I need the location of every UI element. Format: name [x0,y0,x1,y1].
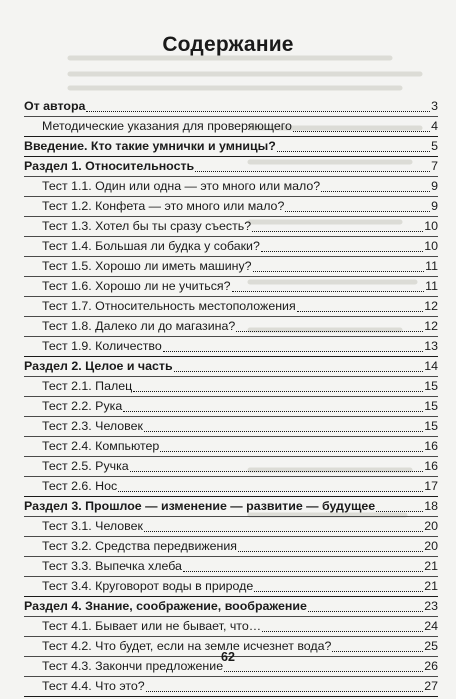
dot-leader [144,430,423,432]
dot-leader [238,550,423,552]
dot-leader [160,450,423,452]
toc-entry[interactable] [24,516,438,536]
toc-entry[interactable] [24,316,438,336]
dot-leader [195,170,430,172]
dot-leader [130,470,424,472]
toc-entry[interactable] [24,176,438,196]
toc-entry-page: 10 [424,219,438,233]
toc-entry[interactable] [24,576,438,596]
toc-entry[interactable] [24,276,438,296]
toc-entry-label: Тест 3.2. Средства передвижения [42,539,238,553]
toc-entry[interactable] [24,416,438,436]
toc-entry-label: Тест 2.6. Нос [42,479,118,493]
toc-section [24,597,438,697]
table-of-contents [24,97,438,697]
toc-entry[interactable] [24,436,438,456]
toc-entry-page: 15 [424,399,438,413]
dot-leader [277,150,430,152]
toc-section [24,357,438,497]
dot-leader [293,130,430,132]
dot-leader [262,630,423,632]
toc-entry[interactable] [24,616,438,636]
toc-entry-label: От автора [24,99,86,113]
dot-leader [224,670,423,672]
toc-entry-label: Тест 4.4. Что это? [42,679,145,693]
dot-leader [236,330,423,332]
toc-entry-label: Методические указания для проверяющего [42,119,292,133]
dot-leader [183,570,423,572]
toc-entry-page: 14 [424,359,438,373]
toc-entry-page: 15 [424,379,438,393]
toc-section [24,157,438,357]
toc-entry-label: Тест 2.5. Ручка [42,459,129,473]
toc-section-heading[interactable] [24,597,438,616]
toc-entry-label: Тест 1.6. Хорошо ли не учиться? [42,279,231,293]
dot-leader [232,290,425,292]
toc-section-heading[interactable] [24,97,438,116]
toc-entry-page: 20 [424,539,438,553]
toc-section-heading[interactable] [24,357,438,376]
dot-leader [133,390,423,392]
toc-entry[interactable] [24,296,438,316]
dot-leader [86,110,430,112]
toc-entry-page: 18 [424,499,438,513]
toc-entry[interactable] [24,556,438,576]
toc-entry-label: Тест 1.4. Большая ли будка у собаки? [42,239,260,253]
toc-entry-page: 9 [431,179,438,193]
toc-entry-page: 20 [424,519,438,533]
toc-entry-label: Раздел 2. Целое и часть [24,359,173,373]
toc-entry-page: 12 [424,299,438,313]
toc-entry-page: 7 [431,159,438,173]
toc-entry-page: 10 [424,239,438,253]
toc-entry-page: 3 [431,99,438,113]
toc-entry-page: 27 [424,679,438,693]
toc-section [24,97,438,137]
toc-entry-page: 16 [424,439,438,453]
toc-entry[interactable] [24,676,438,696]
toc-entry-label: Тест 3.3. Выпечка хлеба [42,559,182,573]
dot-leader [297,310,424,312]
toc-entry-page: 4 [431,119,438,133]
dot-leader [146,690,424,692]
toc-entry-label: Тест 3.1. Человек [42,519,143,533]
toc-entry-page: 11 [425,279,438,293]
toc-entry[interactable] [24,536,438,556]
toc-section [24,137,438,157]
toc-section [24,497,438,597]
toc-entry-label: Тест 4.1. Бывает или не бывает, что… [42,619,262,633]
toc-entry-label: Тест 1.1. Один или одна — это много или мало? [42,179,321,193]
toc-entry[interactable] [24,196,438,216]
toc-entry-label: Тест 1.9. Количество [42,339,162,353]
toc-entry-page: 23 [424,599,438,613]
toc-entry-page: 16 [424,459,438,473]
dot-leader [308,610,423,612]
toc-entry-label: Тест 1.7. Относительность местоположения [42,299,296,313]
dot-leader [261,250,423,252]
toc-entry-label: Тест 1.2. Конфета — это много или мало? [42,199,285,213]
toc-entry-page: 21 [424,559,438,573]
dot-leader [253,270,425,272]
toc-entry-label: Введение. Кто такие умнички и умницы? [24,139,276,153]
toc-entry[interactable] [24,236,438,256]
toc-entry[interactable] [24,116,438,136]
toc-entry-page: 11 [425,259,438,273]
toc-entry-page: 21 [424,579,438,593]
toc-entry-label: Тест 1.5. Хорошо ли иметь машину? [42,259,252,273]
dot-leader [285,210,430,212]
toc-entry-page: 13 [424,339,438,353]
toc-entry[interactable] [24,216,438,236]
toc-entry-page: 24 [424,619,438,633]
toc-entry-label: Тест 1.3. Хотел бы ты сразу съесть? [42,219,252,233]
dot-leader [123,410,423,412]
dot-leader [163,350,423,352]
toc-section-heading[interactable] [24,137,438,156]
toc-entry[interactable] [24,476,438,496]
dot-leader [252,230,423,232]
toc-entry-page: 17 [424,479,438,493]
toc-entry-label: Тест 4.2. Что будет, если на земле исчезнет вода? [42,639,332,653]
toc-entry-label: Тест 2.1. Палец [42,379,133,393]
dot-leader [376,510,423,512]
toc-entry-label: Тест 1.8. Далеко ли до магазина? [42,319,236,333]
toc-entry-page: 25 [424,639,438,653]
toc-entry-page: 26 [424,659,438,673]
toc-entry-label: Раздел 1. Относительность [24,159,195,173]
toc-section-heading[interactable] [24,497,438,516]
dot-leader [254,590,423,592]
dot-leader [174,370,424,372]
page-number: 62 [221,650,235,664]
dot-leader [118,490,423,492]
toc-section-heading[interactable] [24,157,438,176]
toc-entry-page: 5 [431,139,438,153]
toc-entry-page: 12 [424,319,438,333]
toc-entry-label: Тест 4.3. Закончи предложение [42,659,224,673]
toc-entry[interactable] [24,256,438,276]
dot-leader [321,190,430,192]
toc-entry[interactable] [24,396,438,416]
toc-entry-label: Раздел 4. Знание, соображение, воображение [24,599,307,613]
toc-entry-label: Тест 2.4. Компьютер [42,439,160,453]
toc-entry-label: Тест 3.4. Круговорот воды в природе [42,579,254,593]
toc-entry-page: 15 [424,419,438,433]
toc-entry[interactable] [24,336,438,356]
toc-entry[interactable] [24,376,438,396]
toc-entry-label: Раздел 3. Прошлое — изменение — развитие — будущее [24,499,376,513]
toc-entry-label: Тест 2.3. Человек [42,419,143,433]
dot-leader [144,530,423,532]
toc-entry-page: 9 [431,199,438,213]
toc-entry[interactable] [24,456,438,476]
toc-entry-label: Тест 2.2. Рука [42,399,123,413]
page-title: Содержание [162,33,294,56]
